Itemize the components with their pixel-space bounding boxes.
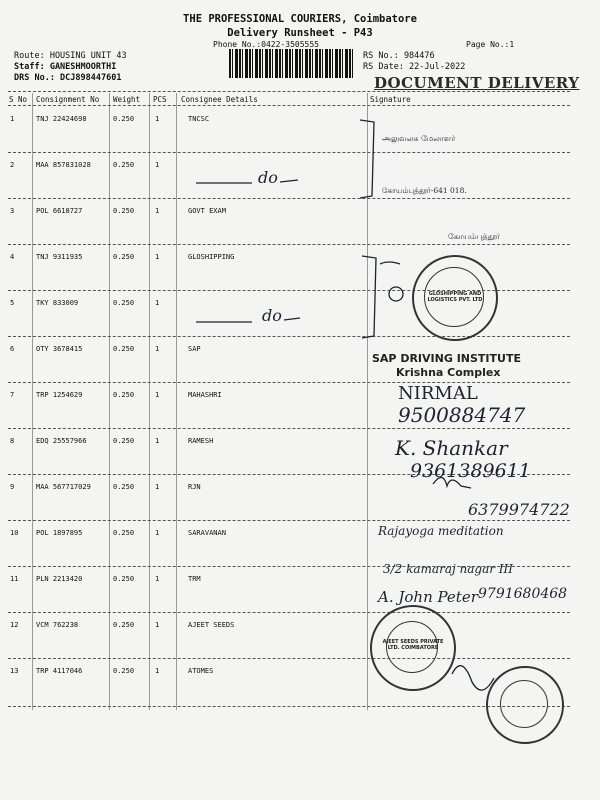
page-number: Page No.:1 [466, 40, 515, 49]
row-consignee: RAMESH [188, 437, 214, 445]
ajeet-seeds-seal [370, 605, 456, 691]
row-consignment: TKY 833009 [36, 299, 79, 307]
signature-name: K. Shankar [395, 436, 508, 460]
row-sno: 8 [10, 437, 15, 445]
signature-phone: 9791680468 [478, 586, 568, 602]
tncsc-stamp-line: கோயம்புத்தூர்-641 018. [382, 186, 467, 195]
row-weight: 0.250 [113, 529, 135, 537]
row-pcs: 1 [155, 391, 160, 399]
row-pcs: 1 [155, 667, 160, 675]
row-weight: 0.250 [113, 391, 135, 399]
row-sno: 13 [10, 667, 19, 675]
row-consignment: TNJ 9311935 [36, 253, 83, 261]
row-weight: 0.250 [113, 345, 135, 353]
row-weight: 0.250 [113, 207, 135, 215]
govt-exam-stamp: கோயம்புத்தூர் [448, 232, 501, 241]
row-sno: 6 [10, 345, 15, 353]
row-consignment: TRP 1254629 [36, 391, 83, 399]
row-consignment: TNJ 22424698 [36, 115, 87, 123]
row-weight: 0.250 [113, 667, 135, 675]
col-consignment: Consignment No [36, 95, 100, 104]
atomes-seal [486, 666, 564, 744]
row-weight: 0.250 [113, 161, 135, 169]
row-weight: 0.250 [113, 299, 135, 307]
row-consignee: SAP [188, 345, 201, 353]
row-consignee: TNCSC [188, 115, 210, 123]
row-sno: 7 [10, 391, 15, 399]
row-consignment: EDQ 25557966 [36, 437, 87, 445]
row-weight: 0.250 [113, 115, 135, 123]
row-consignment: MAA 857831028 [36, 161, 91, 169]
signature-address: 3/2 kamaraj nagar III [383, 562, 514, 576]
col-sno: S No [9, 95, 28, 104]
row-sno: 11 [10, 575, 19, 583]
tncsc-stamp-line: அலுவலக மேலாளர் [382, 134, 456, 143]
row-pcs: 1 [155, 621, 160, 629]
gloshipping-seal-text: GLOSHIPPING AND LOGISTICS PVT. LTD [427, 291, 483, 303]
signature-phone: 9500884747 [398, 403, 526, 427]
row-pcs: 1 [155, 161, 160, 169]
col-weight: Weight [113, 95, 141, 104]
signature-name: A. John Peter [378, 588, 478, 606]
sap-stamp-line2: Krishna Complex [396, 366, 501, 379]
row-consignee: GLOSHIPPING [188, 253, 235, 261]
row-sno: 10 [10, 529, 19, 537]
row-consignment: OTY 3678415 [36, 345, 83, 353]
row-pcs: 1 [155, 115, 160, 123]
row-sno: 1 [10, 115, 15, 123]
rs-date: RS Date: 22-Jul-2022 [363, 62, 466, 72]
runsheet-title: Delivery Runsheet - P43 [227, 27, 373, 39]
row-pcs: 1 [155, 345, 160, 353]
row-consignee: ATOMES [188, 667, 214, 675]
row-consignee: TRM [188, 575, 201, 583]
row-pcs: 1 [155, 575, 160, 583]
sap-stamp-line1: SAP DRIVING INSTITUTE [372, 352, 521, 365]
row-sno: 9 [10, 483, 15, 491]
company-title: THE PROFESSIONAL COURIERS, Coimbatore [183, 13, 417, 25]
row-consignment: VCM 762238 [36, 621, 79, 629]
row-sno: 5 [10, 299, 15, 307]
row-sno: 2 [10, 161, 15, 169]
row-pcs: 1 [155, 299, 160, 307]
row-consignment: POL 6618727 [36, 207, 83, 215]
row-consignee: GOVT EXAM [188, 207, 226, 215]
ditto-mark: do [262, 306, 282, 325]
row-pcs: 1 [155, 437, 160, 445]
row-weight: 0.250 [113, 483, 135, 491]
signature-phone: 9361389611 [410, 460, 531, 482]
row-weight: 0.250 [113, 253, 135, 261]
staff-label: Staff: GANESHMOORTHI [14, 62, 117, 72]
drs-label: DRS No.: DCJ898447601 [14, 73, 122, 83]
row-pcs: 1 [155, 483, 160, 491]
row-sno: 3 [10, 207, 15, 215]
row-consignee: MAHASHRI [188, 391, 222, 399]
row-weight: 0.250 [113, 621, 135, 629]
phone-number: Phone No.:0422-3505555 [213, 40, 319, 49]
gloshipping-seal [412, 255, 498, 341]
row-pcs: 1 [155, 253, 160, 261]
row-consignment: MAA 567717029 [36, 483, 91, 491]
ajeet-seal-text: AJEET SEEDS PRIVATE LTD. COIMBATORE [382, 639, 444, 651]
row-weight: 0.250 [113, 575, 135, 583]
row-consignment: TRP 4117046 [36, 667, 83, 675]
signature-note: Rajayoga meditation [378, 524, 504, 538]
row-pcs: 1 [155, 529, 160, 537]
row-consignee: AJEET SEEDS [188, 621, 235, 629]
signature-name: NIRMAL [398, 383, 478, 404]
row-pcs: 1 [155, 207, 160, 215]
rs-number: RS No.: 984476 [363, 51, 435, 61]
col-signature: Signature [370, 95, 411, 104]
col-pcs: PCS [153, 95, 167, 104]
row-consignee: RJN [188, 483, 201, 491]
document-delivery-stamp: DOCUMENT DELIVERY [374, 74, 580, 92]
row-consignment: POL 1897895 [36, 529, 83, 537]
row-weight: 0.250 [113, 437, 135, 445]
signature-phone: 6379974722 [468, 500, 570, 519]
col-consignee: Consignee Details [181, 95, 258, 104]
ditto-mark: do [258, 168, 278, 187]
route-label: Route: HOUSING UNIT 43 [14, 51, 127, 61]
row-consignment: PLN 2213420 [36, 575, 83, 583]
row-sno: 4 [10, 253, 15, 261]
row-sno: 12 [10, 621, 19, 629]
row-consignee: SARAVANAN [188, 529, 226, 537]
